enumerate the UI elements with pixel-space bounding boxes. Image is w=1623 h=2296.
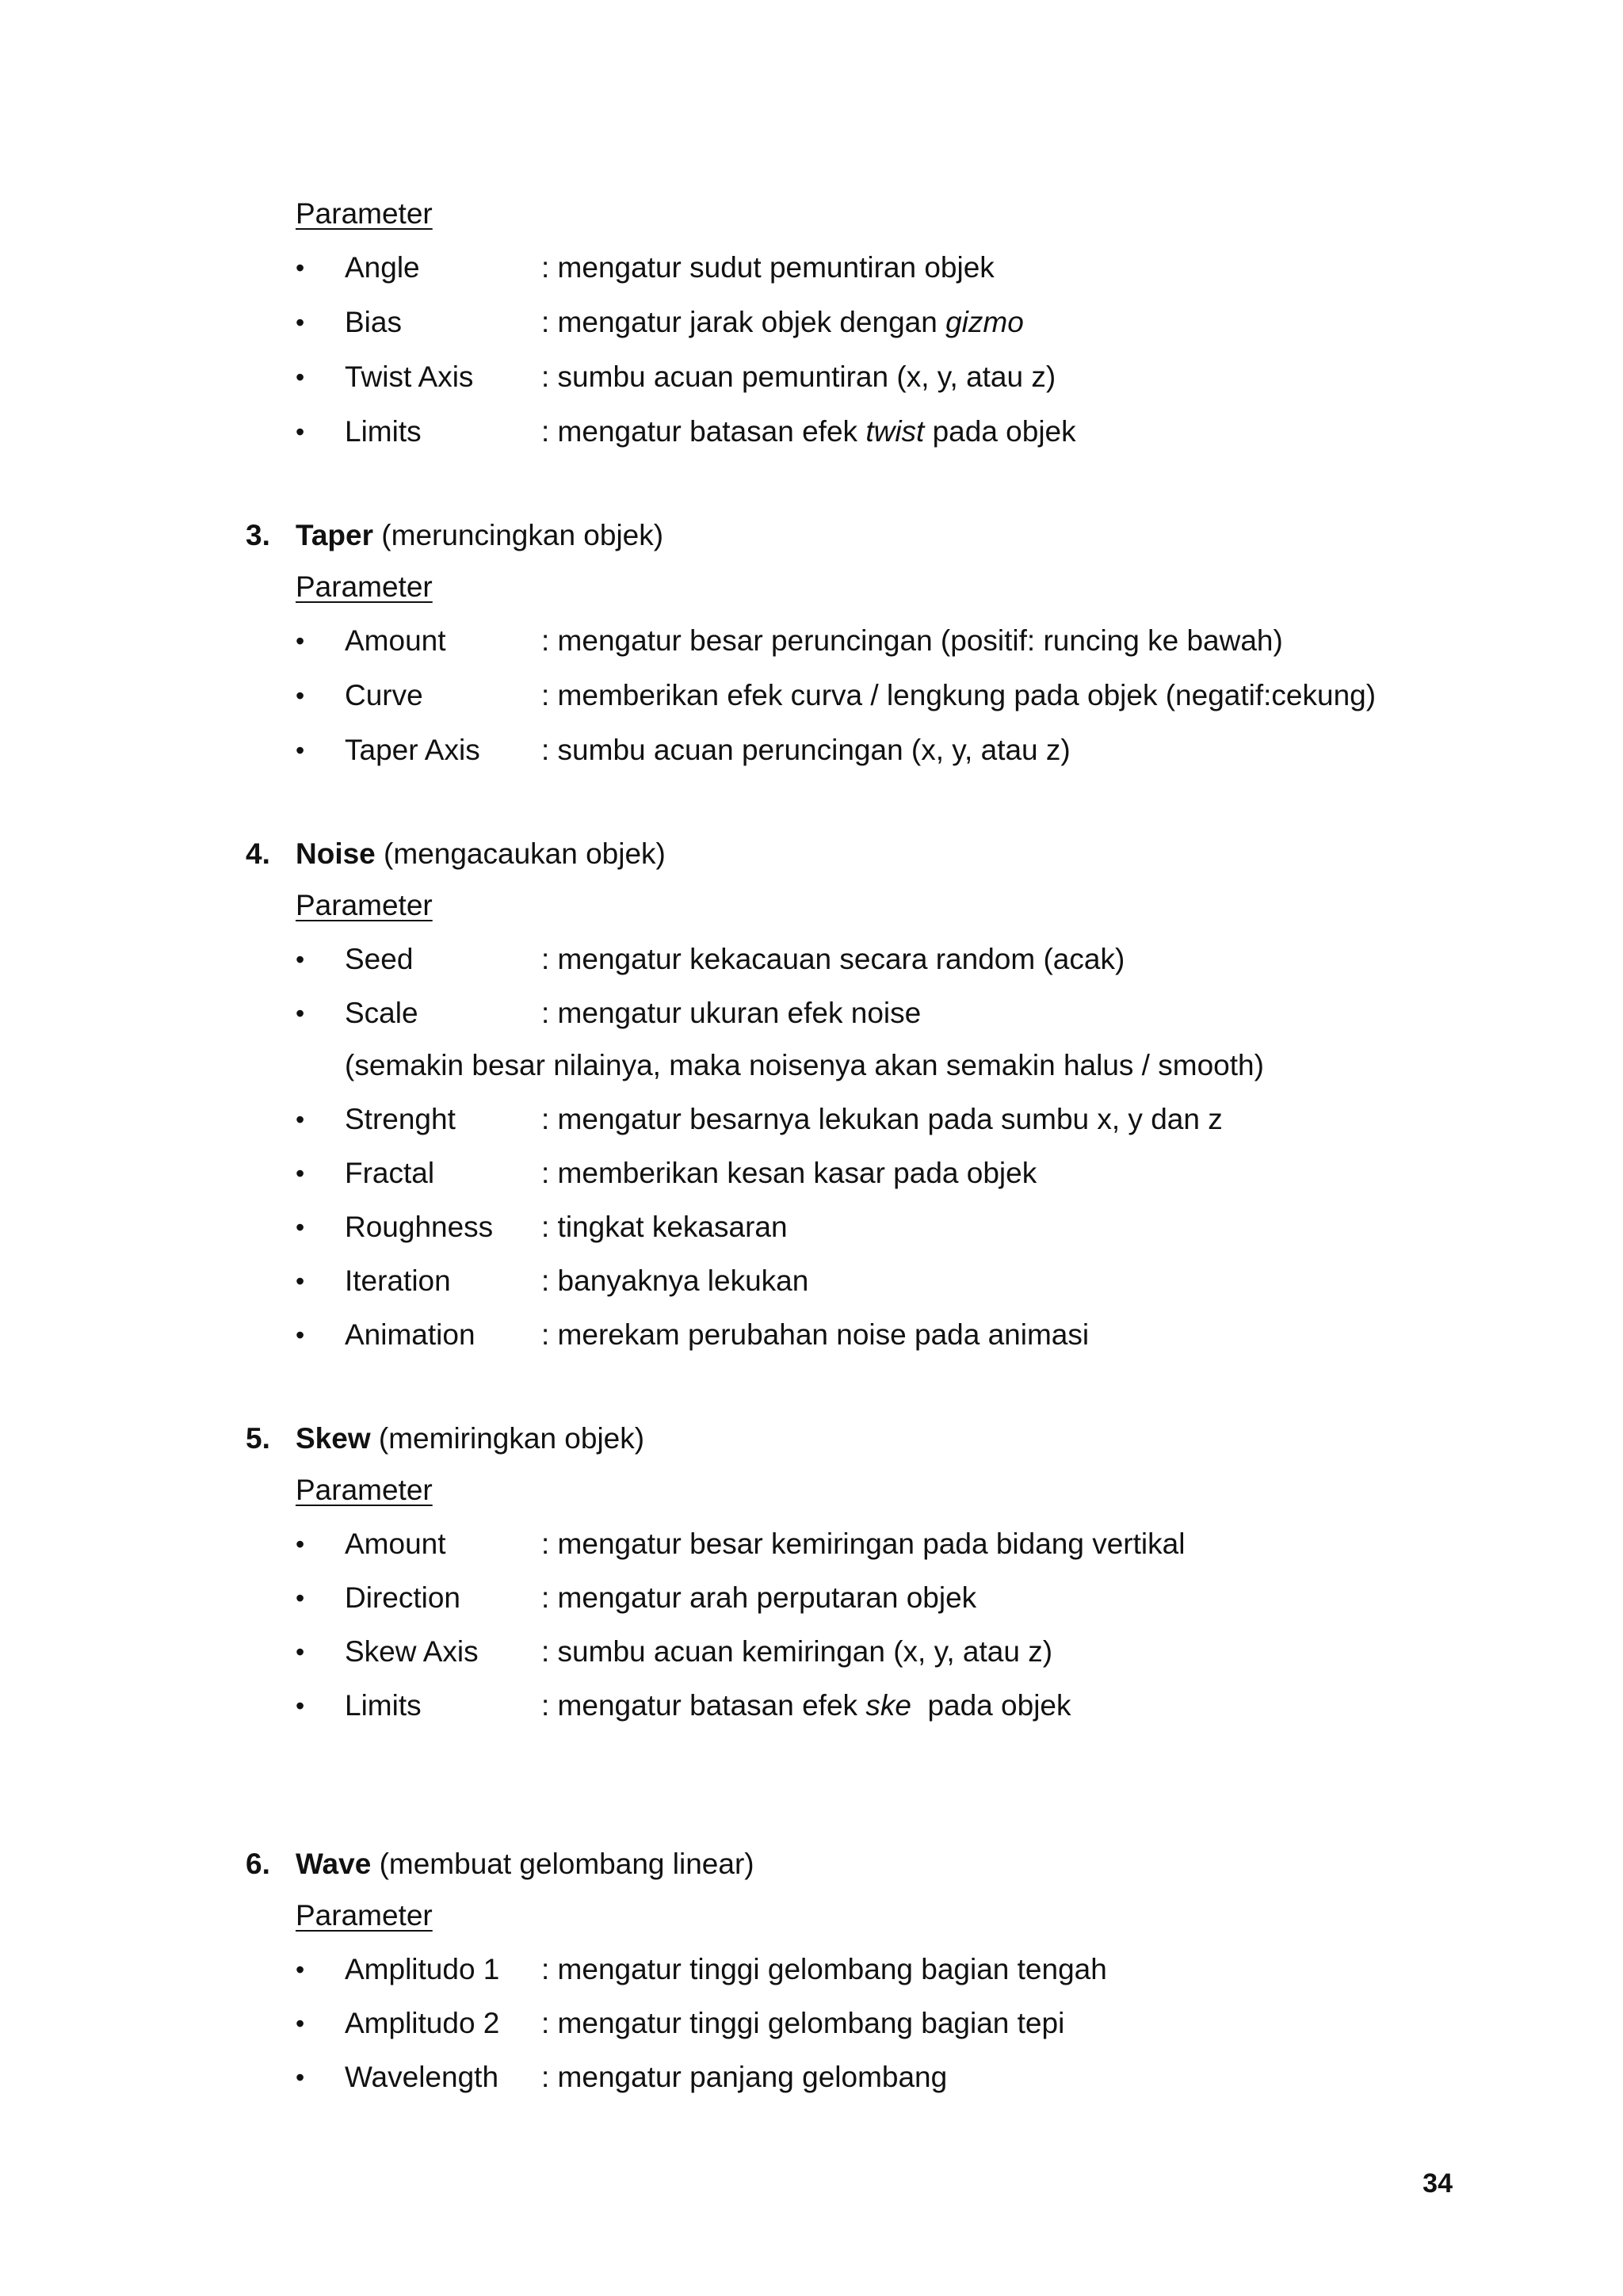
section-heading-wave: 6. Wave (membuat gelombang linear) xyxy=(246,1848,754,1880)
param-name: Scale xyxy=(345,997,418,1029)
param-name: Amplitudo 2 xyxy=(345,2007,500,2039)
parameter-label: Parameter xyxy=(296,570,433,603)
param-description: : mengatur jarak objek dengan gizmo xyxy=(541,306,1024,338)
bullet-icon: • xyxy=(296,418,305,446)
param-description: : mengatur batasan efek twist pada objek xyxy=(541,415,1076,448)
parameter-label: Parameter xyxy=(296,1474,433,1506)
bullet-icon: • xyxy=(296,627,305,655)
param-description: : tingkat kekasaran xyxy=(541,1211,788,1243)
param-description: : mengatur batasan efek ske pada objek xyxy=(541,1689,1071,1722)
param-name: Direction xyxy=(345,1581,460,1614)
param-name: Curve xyxy=(345,679,423,711)
bullet-icon: • xyxy=(296,1584,305,1612)
bullet-icon: • xyxy=(296,2063,305,2092)
param-description: : mengatur panjang gelombang xyxy=(541,2061,948,2093)
param-name: Bias xyxy=(345,306,402,338)
param-name: Amplitudo 1 xyxy=(345,1953,500,1985)
param-name: Twist Axis xyxy=(345,360,474,393)
param-description: : mengatur tinggi gelombang bagian tepi xyxy=(541,2007,1065,2039)
section-heading-noise: 4. Noise (mengacaukan objek) xyxy=(246,837,666,870)
param-name: Taper Axis xyxy=(345,734,480,766)
param-description: : mengatur kekacauan secara random (acak) xyxy=(541,943,1125,975)
parameter-label: Parameter xyxy=(296,1899,433,1932)
parameter-label: Parameter xyxy=(296,197,433,230)
bullet-icon: • xyxy=(296,2009,305,2038)
page-number: 34 xyxy=(1423,2168,1453,2199)
param-name: Animation xyxy=(345,1318,475,1351)
bullet-icon: • xyxy=(296,999,305,1028)
param-name: Seed xyxy=(345,943,414,975)
param-name: Limits xyxy=(345,1689,422,1722)
bullet-icon: • xyxy=(296,1530,305,1558)
parameter-label: Parameter xyxy=(296,889,433,921)
param-description: : sumbu acuan peruncingan (x, y, atau z) xyxy=(541,734,1071,766)
bullet-icon: • xyxy=(296,1105,305,1134)
bullet-icon: • xyxy=(296,1638,305,1666)
scale-note: (semakin besar nilainya, maka noisenya akan semakin halus / smooth) xyxy=(345,1049,1264,1081)
bullet-icon: • xyxy=(296,1159,305,1188)
param-name: Fractal xyxy=(345,1157,435,1189)
bullet-icon: • xyxy=(296,736,305,765)
param-description: : mengatur sudut pemuntiran objek xyxy=(541,251,995,284)
param-description: : sumbu acuan kemiringan (x, y, atau z) xyxy=(541,1635,1053,1668)
bullet-icon: • xyxy=(296,1321,305,1349)
param-name: Iteration xyxy=(345,1264,451,1297)
section-heading-skew: 5. Skew (memiringkan objek) xyxy=(246,1422,645,1455)
param-name: Wavelength xyxy=(345,2061,499,2093)
bullet-icon: • xyxy=(296,681,305,710)
param-description: : mengatur besar kemiringan pada bidang vertikal xyxy=(541,1527,1186,1560)
param-name: Strenght xyxy=(345,1103,456,1135)
param-description: : banyaknya lekukan xyxy=(541,1264,809,1297)
param-description: : mengatur besarnya lekukan pada sumbu x, y dan z xyxy=(541,1103,1223,1135)
param-name: Roughness xyxy=(345,1211,494,1243)
param-name: Skew Axis xyxy=(345,1635,479,1668)
param-name: Amount xyxy=(345,624,446,657)
param-description: : mengatur besar peruncingan (positif: runcing ke bawah) xyxy=(541,624,1283,657)
bullet-icon: • xyxy=(296,1267,305,1295)
bullet-icon: • xyxy=(296,1955,305,1984)
bullet-icon: • xyxy=(296,308,305,337)
param-description: : mengatur arah perputaran objek xyxy=(541,1581,977,1614)
param-name: Amount xyxy=(345,1527,446,1560)
param-name: Angle xyxy=(345,251,420,284)
param-description: : mengatur ukuran efek noise xyxy=(541,997,922,1029)
param-description: : merekam perubahan noise pada animasi xyxy=(541,1318,1090,1351)
bullet-icon: • xyxy=(296,363,305,391)
bullet-icon: • xyxy=(296,945,305,974)
bullet-icon: • xyxy=(296,254,305,282)
param-description: : memberikan efek curva / lengkung pada objek (negatif:cekung) xyxy=(541,679,1377,711)
bullet-icon: • xyxy=(296,1213,305,1241)
param-name: Limits xyxy=(345,415,422,448)
param-description: : sumbu acuan pemuntiran (x, y, atau z) xyxy=(541,360,1056,393)
param-description: : memberikan kesan kasar pada objek xyxy=(541,1157,1037,1189)
bullet-icon: • xyxy=(296,1691,305,1720)
param-description: : mengatur tinggi gelombang bagian tengah xyxy=(541,1953,1107,1985)
section-heading-taper: 3. Taper (meruncingkan objek) xyxy=(246,519,664,551)
